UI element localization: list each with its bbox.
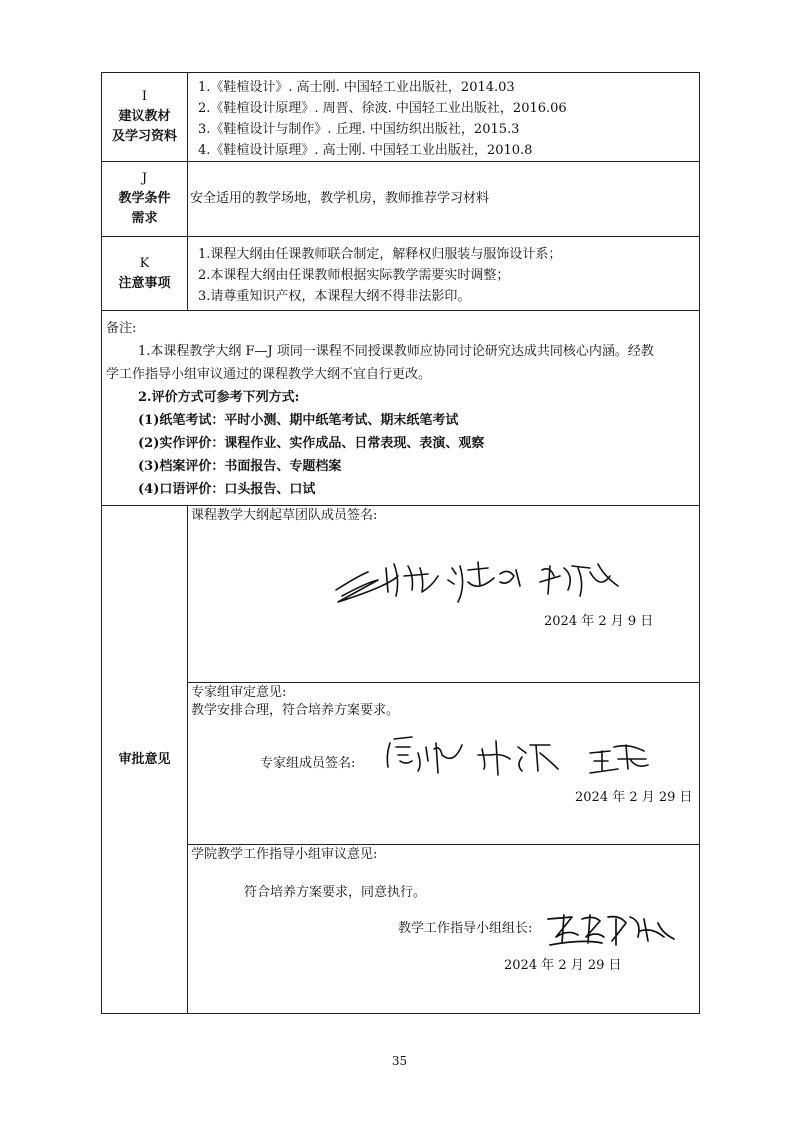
college-cell: [188, 845, 700, 1014]
drafting-title: 课程教学大纲起草团队成员签名:: [191, 508, 378, 523]
expert-opinion: 教学安排合理，符合培养方案要求。: [191, 703, 400, 718]
approval-label: 审批意见: [102, 506, 188, 1014]
drafting-row: [102, 506, 700, 683]
notes-content: [188, 237, 700, 311]
label-line: 建议教材: [118, 109, 171, 124]
drafting-date: 2024 年 2 月 9 日: [544, 614, 654, 629]
team-signatures: [328, 546, 678, 606]
college-opinion: 符合培养方案要求，同意执行。: [244, 885, 427, 900]
notes-row: [102, 237, 700, 311]
textbook-item: 2.《鞋楦设计原理》. 周晋、徐波. 中国轻工业出版社，2016.06: [198, 101, 567, 116]
evaluation-item: (4)口语评价：口头报告、口试: [138, 482, 316, 497]
college-row: [102, 845, 700, 1014]
textbooks-row: [102, 73, 700, 162]
evaluation-item: (3)档案评价：书面报告、专题档案: [138, 459, 342, 474]
label-line: 需求: [131, 211, 158, 226]
expert-date: 2024 年 2 月 29 日: [575, 790, 693, 805]
row-code: I: [141, 89, 148, 104]
expert-title: 专家组审定意见:: [191, 685, 287, 700]
conditions-text: 安全适用的教学场地，教学机房，教师推荐学习材料: [190, 191, 490, 206]
row-code: J: [141, 171, 148, 186]
college-title: 学院教学工作指导小组审议意见:: [191, 847, 378, 862]
textbook-item: 1.《鞋楦设计》. 高士刚. 中国轻工业出版社，2014.03: [198, 80, 515, 95]
expert-cell: [188, 683, 700, 845]
conditions-row: [102, 162, 700, 237]
drafting-cell: [188, 506, 700, 683]
remarks-cell: [102, 311, 700, 506]
expert-sign-label: 专家组成员签名:: [260, 756, 356, 771]
leader-signature: [542, 907, 682, 951]
row-code: K: [139, 255, 150, 271]
note-item: 2.本课程大纲由任课教师根据实际教学需要实时调整；: [198, 268, 510, 283]
note-item: 3.请尊重知识产权，本课程大纲不得非法影印。: [198, 289, 471, 304]
page-number: 35: [391, 1054, 408, 1068]
college-date: 2024 年 2 月 29 日: [504, 958, 622, 973]
conditions-label: [102, 162, 188, 237]
remarks-title: 备注:: [106, 321, 137, 336]
notes-label: [102, 237, 188, 311]
remarks-line: 1.本课程教学大纲 F—J 项同一课程不同授课教师应协同讨论研究达成共同核心内涵。经教: [138, 344, 654, 359]
label-line: 及学习资料: [111, 129, 177, 144]
evaluation-item: (2)实作评价：课程作业、实作成品、日常表现、表演、观察: [138, 436, 485, 451]
textbook-item: 4.《鞋楦设计原理》. 高士刚. 中国轻工业出版社，2010.8: [198, 143, 533, 158]
syllabus-table: [101, 72, 700, 1014]
label-line: 注意事项: [118, 275, 171, 291]
note-item: 1.课程大纲由任课教师联合制定，解释权归服装与服饰设计系；: [198, 247, 562, 262]
label-line: 教学条件: [118, 191, 171, 206]
conditions-content: [188, 162, 700, 237]
remarks-row: [102, 311, 700, 506]
expert-signatures: [378, 725, 678, 785]
textbooks-content: [188, 73, 700, 162]
college-sign-label: 教学工作指导小组组长:: [398, 921, 533, 936]
evaluation-item: (1)纸笔考试：平时小测、期中纸笔考试、期末纸笔考试: [138, 413, 459, 428]
textbooks-label: [102, 73, 188, 162]
evaluation-title: 2.评价方式可参考下列方式:: [138, 390, 300, 405]
textbook-item: 3.《鞋楦设计与制作》. 丘理. 中国纺织出版社，2015.3: [198, 122, 520, 137]
expert-row: [102, 683, 700, 845]
remarks-line: 学工作指导小组审议通过的课程教学大纲不宜自行更改。: [106, 367, 432, 382]
